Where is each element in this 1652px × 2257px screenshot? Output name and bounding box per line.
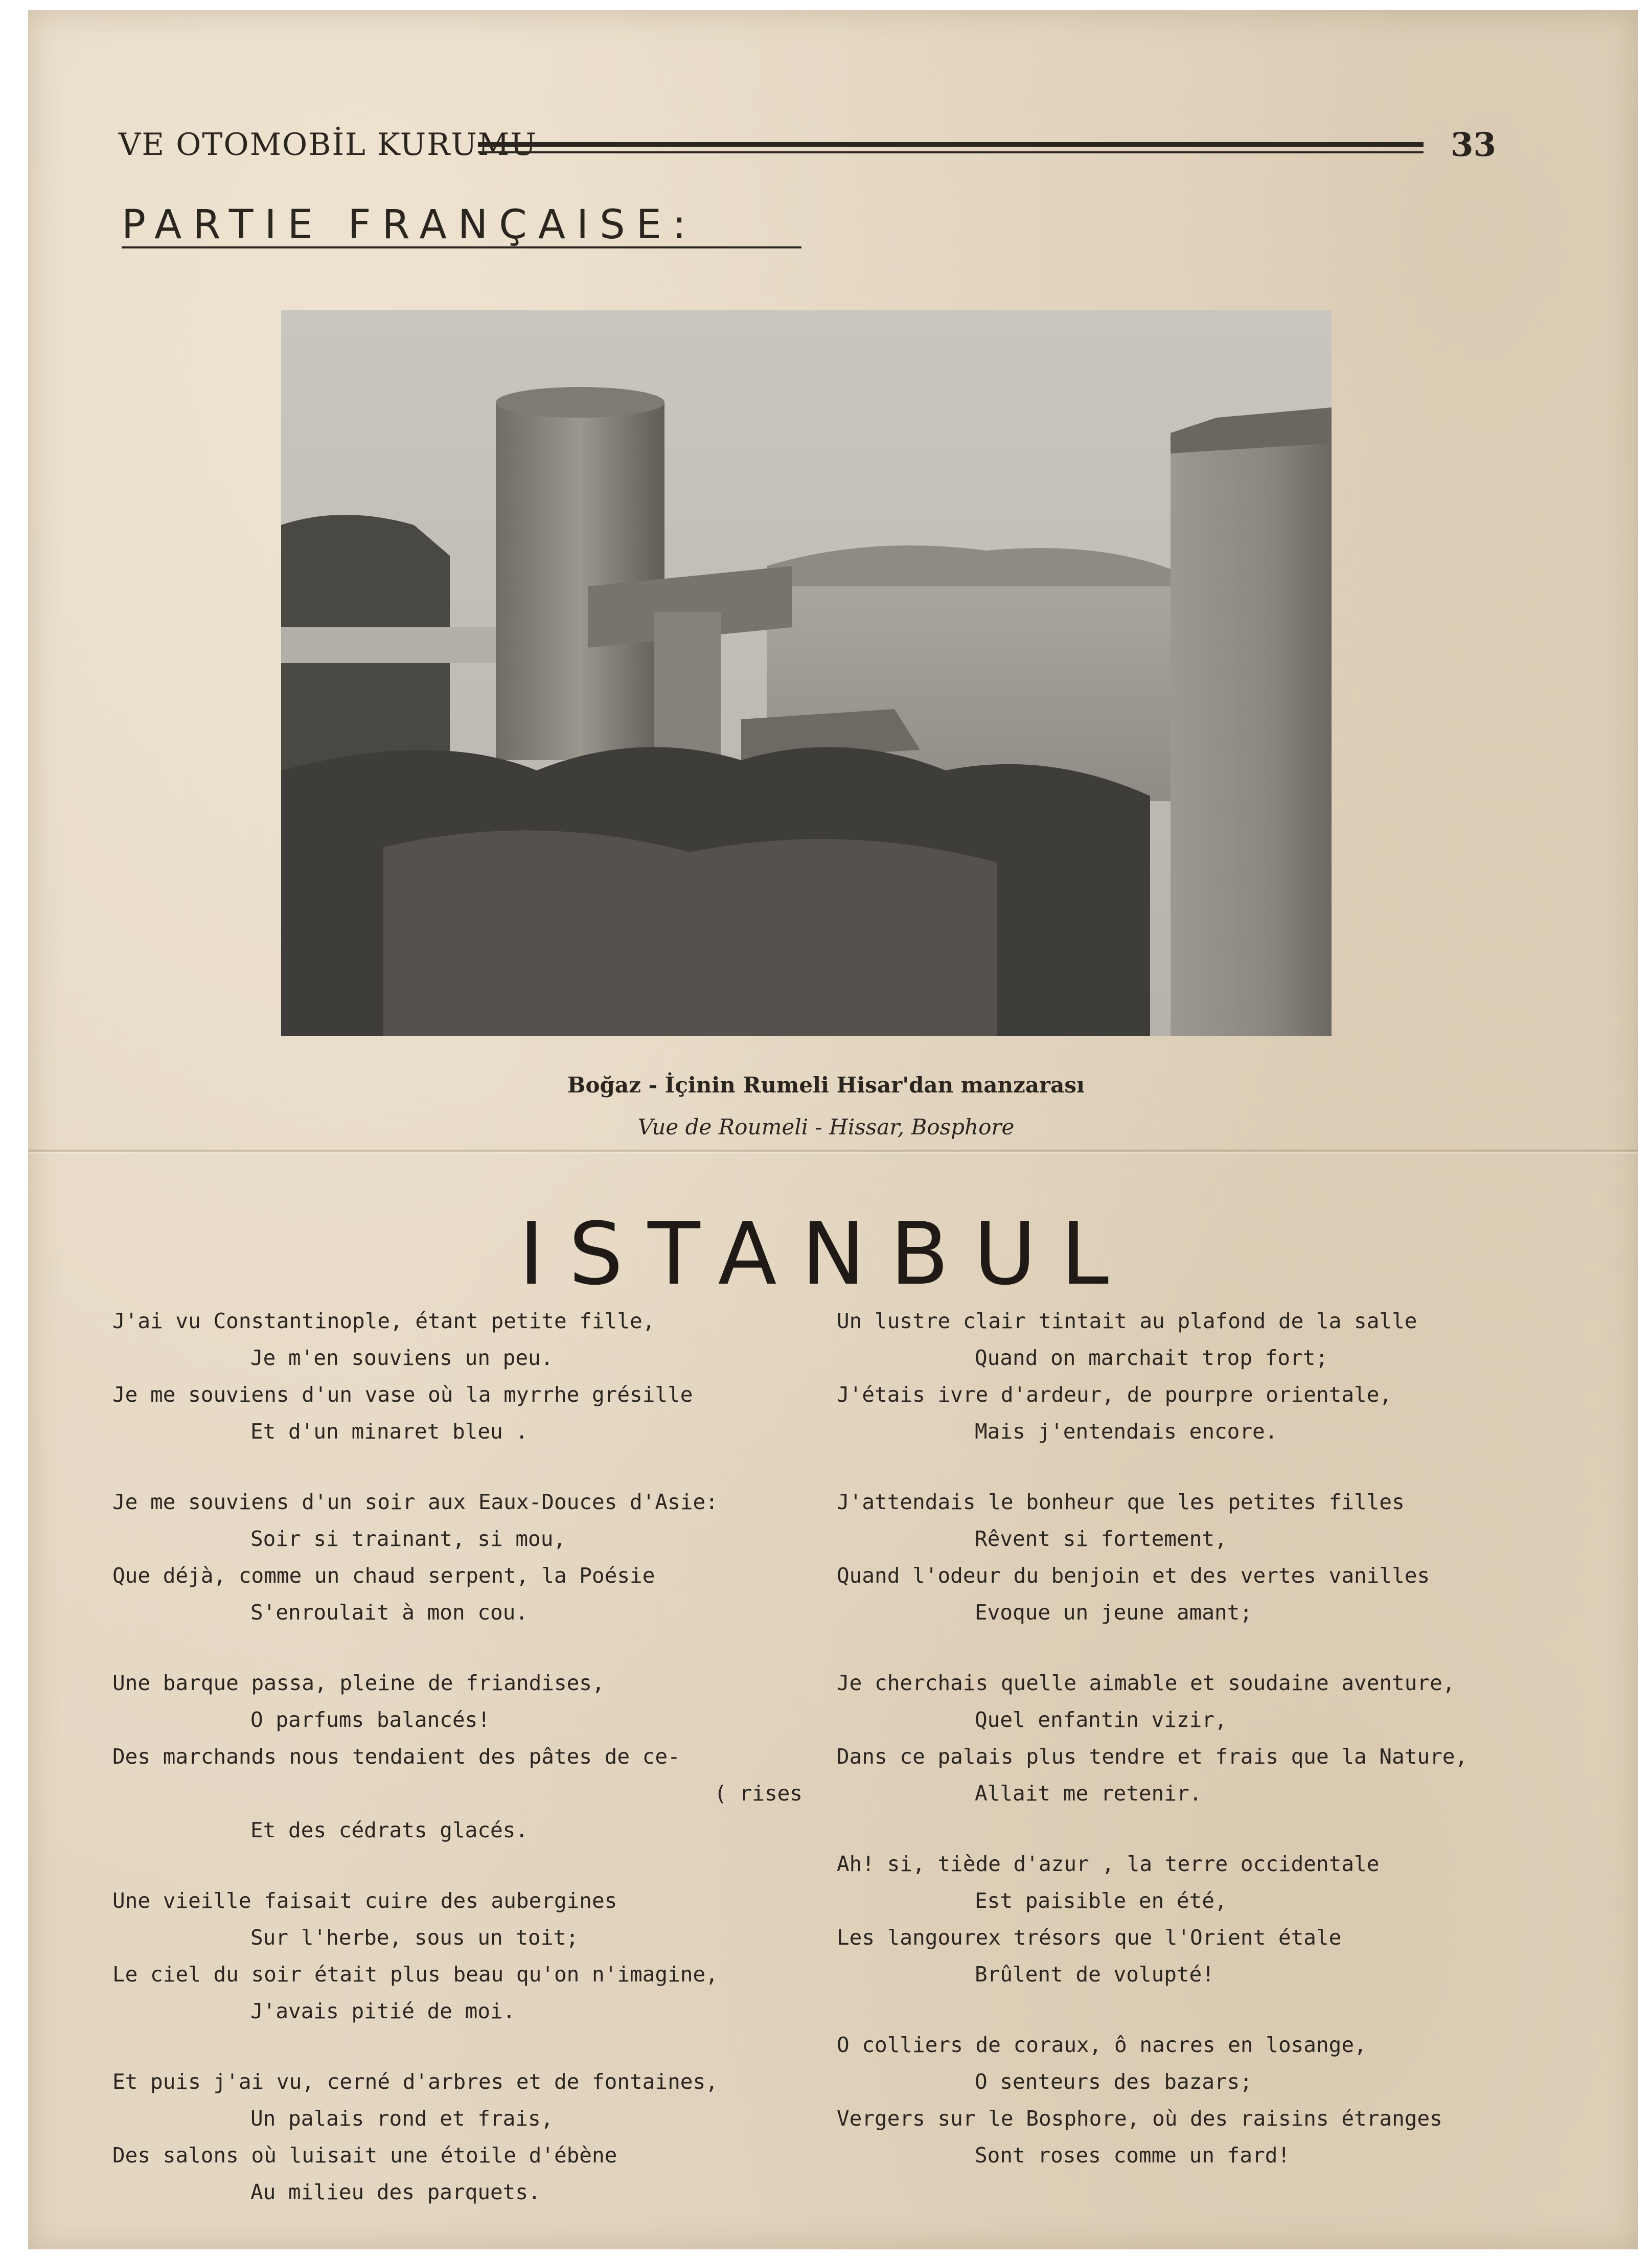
- poem-line: Je cherchais quelle aimable et soudaine aventure,: [837, 1671, 1455, 1695]
- poem-line: Au milieu des parquets.: [250, 2180, 541, 2204]
- poem-line: J'attendais le bonheur que les petites filles: [837, 1490, 1405, 1514]
- wall-left: [281, 627, 501, 663]
- poem-stanza: [837, 1303, 1527, 1450]
- poem-stanza: [837, 1665, 1527, 1812]
- poem-line: Dans ce palais plus tendre et frais que la Nature,: [837, 1744, 1468, 1769]
- poem-line: J'étais ivre d'ardeur, de pourpre orientale,: [837, 1382, 1392, 1407]
- poem-line: Sont roses comme un fard!: [975, 2143, 1291, 2168]
- poem-line: Et des cédrats glacés.: [250, 1818, 529, 1842]
- poem-stanza: [837, 1484, 1527, 1631]
- header-rule: [478, 142, 1424, 153]
- tower-top: [496, 387, 664, 418]
- poem-line: J'ai vu Constantinople, étant petite fille,: [112, 1309, 655, 1333]
- poem-title: ISTANBUL: [518, 1204, 1134, 1304]
- page-number: 33: [1451, 126, 1497, 164]
- poem-line: Je me souviens d'un soir aux Eaux-Douces d'Asie:: [112, 1490, 718, 1514]
- poem-line: Je me souviens d'un vase où la myrrhe grésille: [112, 1382, 693, 1407]
- paper-fold: [28, 1149, 1638, 1154]
- photo-illustration: [281, 310, 1332, 1036]
- poem-stanza: [837, 1845, 1527, 1993]
- poem-stanza: [112, 1882, 802, 2030]
- poem-line: Sur l'herbe, sous un toit;: [250, 1925, 579, 1950]
- poem-line: Quand on marchait trop fort;: [975, 1346, 1328, 1370]
- poem-line: Vergers sur le Bosphore, où des raisins étranges: [837, 2106, 1442, 2131]
- poem-stanza: [837, 2026, 1527, 2174]
- poem-line: Mais j'entendais encore.: [975, 1419, 1278, 1444]
- photo-rumeli-hissar: [281, 310, 1332, 1036]
- poem-column-left: [112, 1303, 802, 2244]
- poem-stanza: [112, 1303, 802, 1450]
- poem-column-right: [837, 1303, 1527, 2207]
- poem-line: Un palais rond et frais,: [250, 2106, 554, 2131]
- poem-line: Une vieille faisait cuire des aubergines: [112, 1888, 617, 1913]
- poem-line: Une barque passa, pleine de friandises,: [112, 1671, 605, 1695]
- poem-line: Ah! si, tiède d'azur , la terre occidentale: [837, 1852, 1380, 1876]
- poem-line: Des marchands nous tendaient des pâtes de ce-: [112, 1744, 680, 1769]
- poem-line: Et puis j'ai vu, cerné d'arbres et de fontaines,: [112, 2069, 718, 2094]
- poem-line: Est paisible en été,: [975, 1888, 1227, 1913]
- poem-line: Je m'en souviens un peu.: [250, 1346, 554, 1370]
- poem-line: Soir si trainant, si mou,: [250, 1526, 566, 1551]
- poem-line: Evoque un jeune amant;: [975, 1600, 1253, 1625]
- poem-line: Et d'un minaret bleu .: [250, 1419, 529, 1444]
- poem-line: ( rises: [714, 1781, 802, 1806]
- poem-line: O senteurs des bazars;: [975, 2069, 1253, 2094]
- poem-stanza: [112, 2063, 802, 2210]
- right-tower: [1171, 433, 1332, 1036]
- poem-stanza: [112, 1484, 802, 1631]
- poem-line: Un lustre clair tintait au plafond de la salle: [837, 1309, 1417, 1333]
- poem-line: Des salons où luisait une étoile d'ébène: [112, 2143, 617, 2168]
- poem-line: Le ciel du soir était plus beau qu'on n'imagine,: [112, 1962, 718, 1987]
- photo-caption-turkish: Boğaz - İçinin Rumeli Hisar'dan manzarası: [567, 1073, 1085, 1098]
- poem-line: O parfums balancés!: [250, 1707, 490, 1732]
- poem-line: O colliers de coraux, ô nacres en losange,: [837, 2033, 1367, 2057]
- poem-line: Allait me retenir.: [975, 1781, 1202, 1806]
- poem-line: Rêvent si fortement,: [975, 1526, 1227, 1551]
- poem-line: Brûlent de volupté!: [975, 1962, 1214, 1987]
- poem-line: Les langourex trésors que l'Orient étale: [837, 1925, 1342, 1950]
- poem-line: Quand l'odeur du benjoin et des vertes vanilles: [837, 1563, 1430, 1588]
- poem-line: Quel enfantin vizir,: [975, 1707, 1227, 1732]
- section-rule: [122, 246, 801, 248]
- poem-stanza: [112, 1665, 802, 1849]
- poem-line: Que déjà, comme un chaud serpent, la Poésie: [112, 1563, 655, 1588]
- photo-caption-french: Vue de Roumeli - Hissar, Bosphore: [637, 1114, 1015, 1139]
- poem-line: S'enroulait à mon cou.: [250, 1600, 529, 1625]
- poem-line: J'avais pitié de moi.: [250, 1999, 516, 2023]
- section-title: PARTIE FRANÇAISE:: [122, 202, 698, 248]
- running-header: VE OTOMOBİL KURUMU: [119, 127, 537, 163]
- shrubs: [383, 830, 997, 1036]
